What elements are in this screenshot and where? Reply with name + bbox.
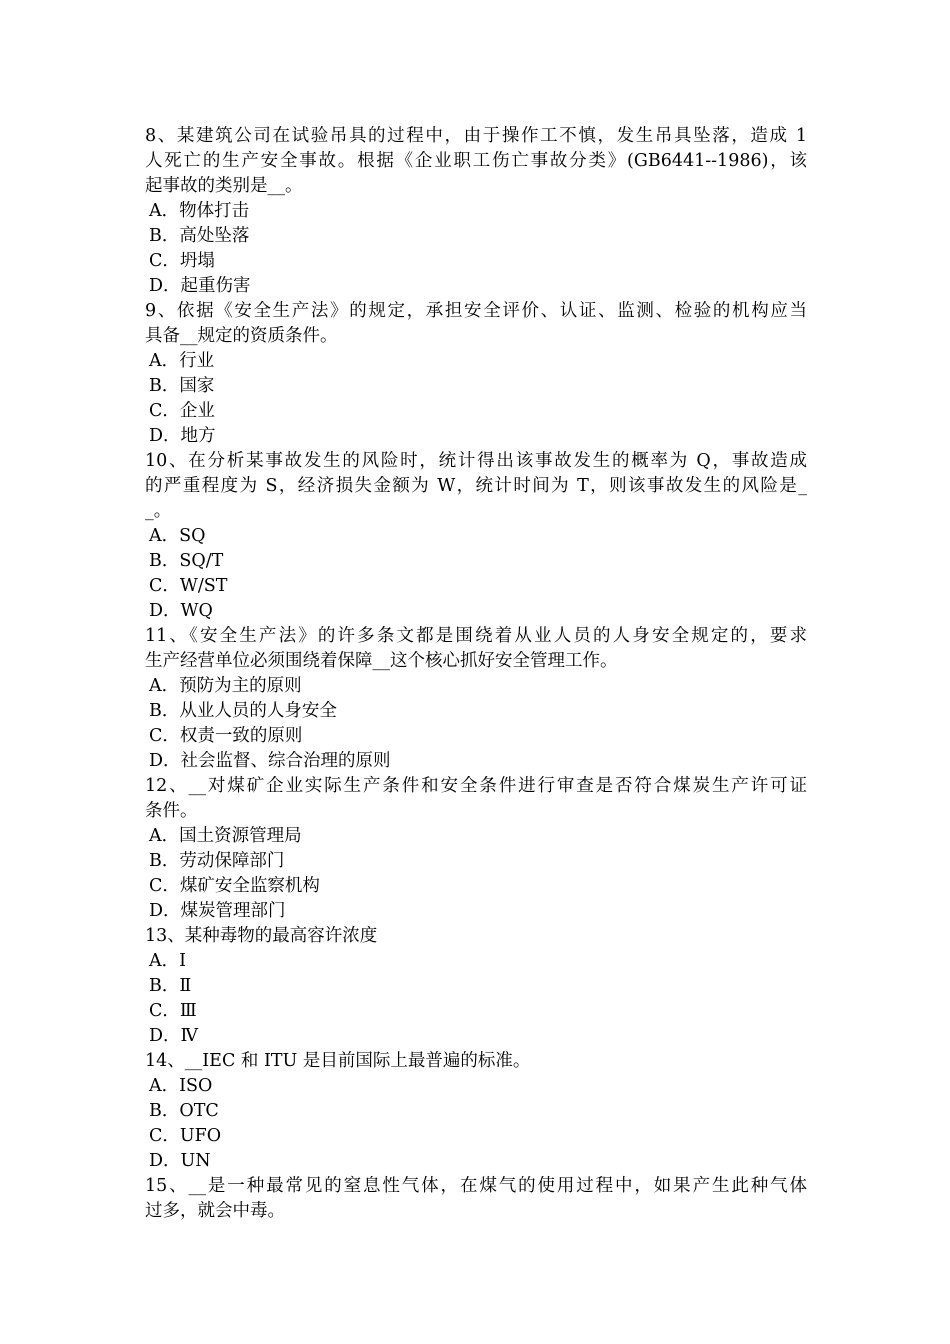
option-c: C．坍塌 — [149, 251, 215, 271]
option-c: C．权责一致的原则 — [149, 726, 303, 746]
option-a: A．ISO — [149, 1076, 213, 1096]
option-b: B．从业人员的人身安全 — [149, 701, 337, 721]
option-d: D．煤炭管理部门 — [149, 901, 286, 921]
question-text-line: 的严重程度为 S，经济损失金额为 W，统计时间为 T，则该事故发生的风险是_ — [145, 476, 807, 496]
question-text-line: 13、某种毒物的最高容许浓度 — [145, 926, 378, 946]
option-d: D．UN — [149, 1151, 211, 1171]
question-text-line: 14、__IEC 和 ITU 是目前国际上最普遍的标准。 — [145, 1051, 531, 1071]
option-a: A．国土资源管理局 — [149, 826, 302, 846]
question-text-line: _。 — [145, 501, 172, 521]
option-c: C．煤矿安全监察机构 — [149, 876, 320, 896]
option-d: D．起重伤害 — [149, 276, 251, 296]
option-d: D．地方 — [149, 426, 216, 446]
option-b: B．Ⅱ — [149, 976, 192, 996]
question-8 — [145, 124, 807, 299]
option-b: B．高处坠落 — [149, 226, 250, 246]
option-b: B．SQ/T — [149, 551, 224, 571]
question-text-line: 过多，就会中毒。 — [145, 1201, 285, 1221]
question-11 — [145, 624, 807, 774]
option-d: D．社会监督、综合治理的原则 — [149, 751, 391, 771]
question-text-line: 起事故的类别是__。 — [145, 176, 303, 196]
question-13 — [145, 924, 807, 1049]
question-10 — [145, 449, 807, 624]
option-b: B．劳动保障部门 — [149, 851, 285, 871]
question-12 — [145, 774, 807, 924]
option-a: A．预防为主的原则 — [149, 676, 302, 696]
option-c: C．企业 — [149, 401, 215, 421]
option-c: C．Ⅲ — [149, 1001, 197, 1021]
option-d: D．WQ — [149, 601, 213, 621]
question-text-line: 人死亡的生产安全事故。根据《企业职工伤亡事故分类》(GB6441--1986)，该 — [145, 151, 807, 171]
option-b: B．OTC — [149, 1101, 219, 1121]
option-a: A．Ⅰ — [149, 951, 187, 971]
question-text-line: 12、__对煤矿企业实际生产条件和安全条件进行审查是否符合煤炭生产许可证 — [145, 776, 807, 796]
question-text-line: 10、在分析某事故发生的风险时，统计得出该事故发生的概率为 Q，事故造成 — [145, 451, 807, 471]
option-a: A．SQ — [149, 526, 206, 546]
option-a: A．行业 — [149, 351, 215, 371]
question-15 — [145, 1174, 807, 1224]
question-text-line: 生产经营单位必须围绕着保障__这个核心抓好安全管理工作。 — [145, 651, 618, 671]
question-text-line: 15、__是一种最常见的窒息性气体，在煤气的使用过程中，如果产生此种气体 — [145, 1176, 807, 1196]
option-c: C．UFO — [149, 1126, 222, 1146]
question-text-line: 具备__规定的资质条件。 — [145, 326, 338, 346]
option-c: C．W/ST — [149, 576, 228, 596]
document-page — [145, 124, 807, 1224]
option-a: A．物体打击 — [149, 201, 250, 221]
option-b: B．国家 — [149, 376, 215, 396]
question-text-line: 9、依据《安全生产法》的规定，承担安全评价、认证、监测、检验的机构应当 — [145, 301, 807, 321]
question-text-line: 条件。 — [145, 801, 198, 821]
question-9 — [145, 299, 807, 449]
question-14 — [145, 1049, 807, 1174]
question-text-line: 11、《安全生产法》的许多条文都是围绕着从业人员的人身安全规定的，要求 — [145, 626, 807, 646]
option-d: D．Ⅳ — [149, 1026, 199, 1046]
question-text-line: 8、某建筑公司在试验吊具的过程中，由于操作工不慎，发生吊具坠落，造成 1 — [145, 126, 807, 146]
